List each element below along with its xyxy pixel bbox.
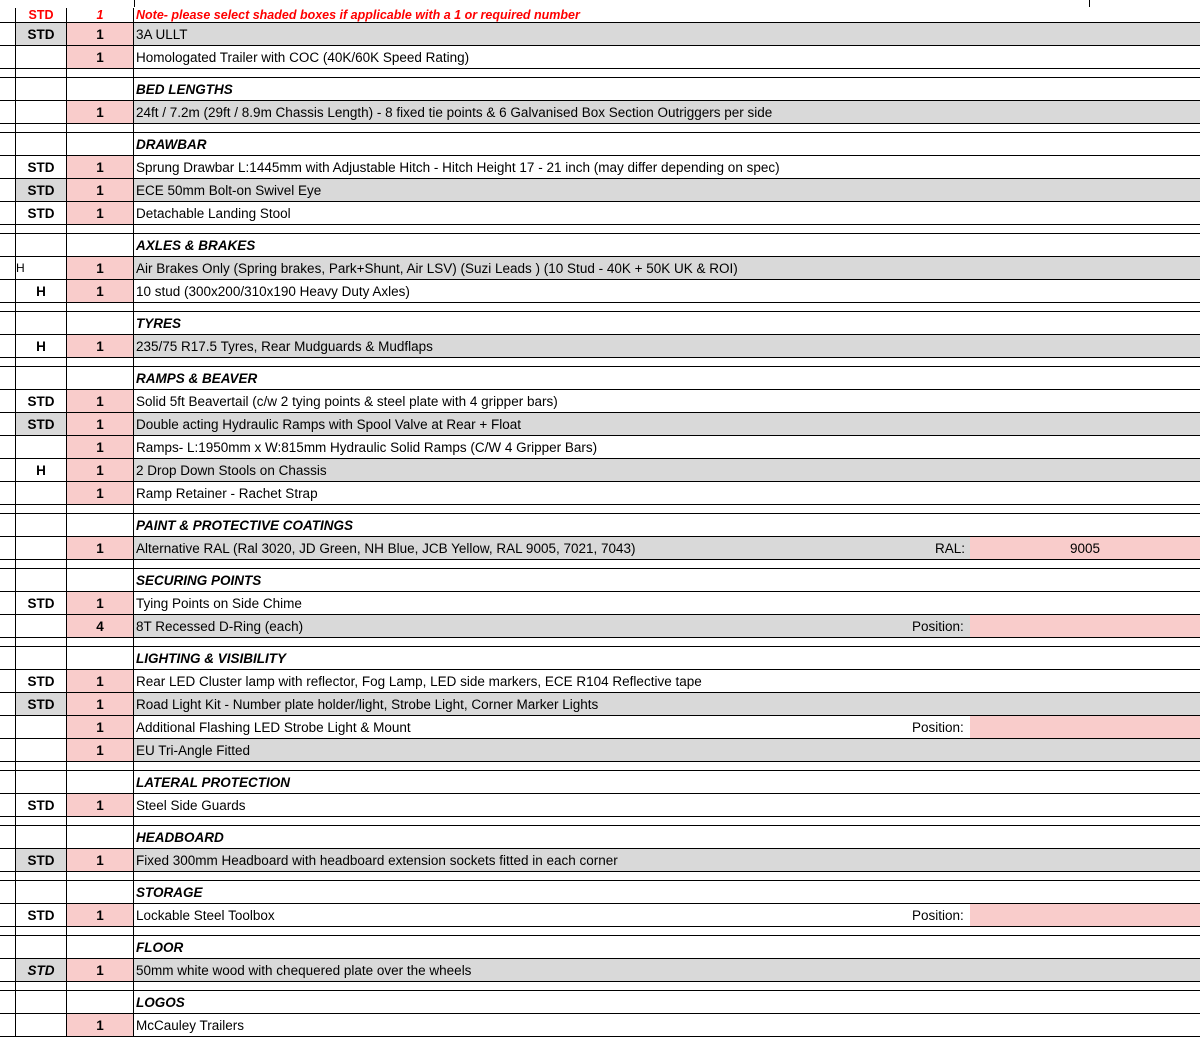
description-cell: Lockable Steel Toolbox — [136, 907, 275, 923]
option-row — [0, 693, 1200, 716]
spec-code-cell — [15, 537, 67, 559]
description-cell — [134, 982, 1200, 990]
option-row — [0, 716, 1200, 739]
spacer-row — [0, 124, 1200, 133]
spec-code-cell — [15, 615, 67, 637]
option-row — [0, 156, 1200, 179]
section-title: RAMPS & BEAVER — [136, 370, 258, 386]
description-cell: 8T Recessed D-Ring (each) — [134, 615, 1200, 637]
spec-code-cell — [15, 569, 67, 591]
quantity-cell[interactable]: 1 — [67, 1014, 134, 1036]
spec-code-cell: STD — [15, 693, 67, 715]
quantity-cell — [67, 881, 134, 903]
spec-code-cell — [15, 436, 67, 458]
section-title: TYRES — [136, 315, 182, 331]
spec-code-cell — [15, 982, 67, 990]
section-title: STORAGE — [136, 884, 203, 900]
spec-code-cell — [15, 225, 67, 233]
description-cell: ECE 50mm Bolt-on Swivel Eye — [134, 179, 1200, 201]
quantity-cell[interactable]: 1 — [67, 257, 134, 279]
spec-code-cell — [15, 991, 67, 1013]
section-title: LATERAL PROTECTION — [136, 774, 290, 790]
description-cell: Additional Flashing LED Strobe Light & Mount — [136, 719, 411, 735]
quantity-cell — [67, 638, 134, 646]
quantity-cell[interactable]: 1 — [67, 670, 134, 692]
option-row — [0, 390, 1200, 413]
spec-code-cell: STD — [15, 794, 67, 816]
quantity-cell — [67, 826, 134, 848]
quantity-cell[interactable]: 1 — [67, 46, 134, 68]
option-row — [0, 670, 1200, 693]
quantity-cell — [67, 991, 134, 1013]
spacer-row — [0, 982, 1200, 991]
quantity-cell — [67, 817, 134, 825]
spec-code-cell — [15, 936, 67, 958]
quantity-cell[interactable]: 4 — [67, 615, 134, 637]
spec-code-cell — [15, 124, 67, 132]
description-cell: McCauley Trailers — [136, 1017, 245, 1033]
top-grid-line — [134, 0, 1090, 7]
spec-code-cell: STD — [15, 413, 67, 435]
quantity-cell — [67, 303, 134, 311]
section-header-row — [0, 936, 1200, 959]
quantity-cell[interactable]: 1 — [67, 335, 134, 357]
quantity-cell[interactable]: 1 — [67, 849, 134, 871]
option-row — [0, 482, 1200, 505]
quantity-cell — [67, 927, 134, 935]
description-cell: 2 Drop Down Stools on Chassis — [134, 459, 1200, 481]
description-cell: Air Brakes Only (Spring brakes, Park+Shunt, Air LSV) (Suzi Leads ) (10 Stud - 40K + 50K UK & ROI) — [134, 257, 1200, 279]
spec-code-cell — [15, 505, 67, 513]
description-cell: Note- please select shaded boxes if applicable with a 1 or required number — [136, 8, 580, 22]
spec-code-cell — [15, 101, 67, 123]
quantity-cell[interactable]: 1 — [67, 179, 134, 201]
quantity-cell — [67, 514, 134, 536]
quantity-cell[interactable]: 1 — [67, 413, 134, 435]
quantity-cell — [67, 872, 134, 880]
spec-code-cell: H — [15, 459, 67, 481]
section-header-row — [0, 881, 1200, 904]
spec-code-cell: STD — [15, 23, 67, 45]
quantity-cell — [67, 124, 134, 132]
quantity-cell[interactable]: 1 — [67, 739, 134, 761]
option-field-value: 9005 — [1070, 540, 1101, 556]
spec-code-cell: STD — [15, 390, 67, 412]
spec-code-cell — [15, 367, 67, 389]
spacer-row — [0, 303, 1200, 312]
description-cell — [134, 817, 1200, 825]
spec-code-cell — [15, 78, 67, 100]
description-cell — [134, 560, 1200, 568]
spacer-row — [0, 560, 1200, 569]
section-header-row — [0, 312, 1200, 335]
quantity-cell — [67, 133, 134, 155]
option-field-input[interactable] — [970, 537, 1200, 559]
spacer-row — [0, 817, 1200, 826]
spacer-row — [0, 505, 1200, 514]
spec-code-cell — [15, 762, 67, 770]
option-row — [0, 23, 1200, 46]
spacer-row — [0, 762, 1200, 771]
spec-code-cell: STD — [15, 849, 67, 871]
option-row — [0, 101, 1200, 124]
option-row — [0, 280, 1200, 303]
option-field-input[interactable] — [970, 904, 1200, 926]
spec-code-cell — [15, 312, 67, 334]
option-row — [0, 592, 1200, 615]
quantity-cell[interactable]: 1 — [67, 592, 134, 614]
spec-code-cell: STD — [15, 202, 67, 224]
quantity-cell[interactable]: 1 — [67, 202, 134, 224]
option-field-label: Position: — [912, 719, 964, 735]
option-row — [0, 179, 1200, 202]
spacer-row — [0, 872, 1200, 881]
spec-code-cell — [15, 1014, 67, 1036]
section-header-row — [0, 569, 1200, 592]
quantity-cell — [67, 569, 134, 591]
description-cell: Sprung Drawbar L:1445mm with Adjustable Hitch - Hitch Height 17 - 21 inch (may differ depending on spec) — [136, 159, 780, 175]
option-row — [0, 615, 1200, 638]
description-cell: 10 stud (300x200/310x190 Heavy Duty Axles) — [136, 283, 410, 299]
spec-code-cell — [15, 133, 67, 155]
section-header-row — [0, 78, 1200, 101]
spec-code-cell — [15, 46, 67, 68]
section-header-row — [0, 991, 1200, 1014]
option-row — [0, 794, 1200, 817]
quantity-cell — [67, 312, 134, 334]
description-cell — [134, 927, 1200, 935]
spacer-row — [0, 638, 1200, 647]
quantity-cell — [67, 234, 134, 256]
spec-code-cell — [15, 234, 67, 256]
option-row — [0, 849, 1200, 872]
section-title: FLOOR — [136, 939, 184, 955]
spec-code-cell: STD — [15, 670, 67, 692]
spec-code-cell — [15, 560, 67, 568]
option-row — [0, 413, 1200, 436]
section-title: HEADBOARD — [136, 829, 224, 845]
section-title: BED LENGTHS — [136, 81, 233, 97]
spec-code-cell: STD — [15, 959, 67, 981]
description-cell — [134, 225, 1200, 233]
spec-code-cell — [15, 826, 67, 848]
spec-code-cell: H — [15, 257, 67, 279]
spec-code-cell — [15, 739, 67, 761]
spec-code-cell: STD — [15, 904, 67, 926]
quantity-cell[interactable]: 1 — [67, 23, 134, 45]
section-title: SECURING POINTS — [136, 572, 262, 588]
quantity-cell[interactable]: 1 — [67, 716, 134, 738]
quantity-cell: 1 — [67, 8, 134, 22]
section-title: AXLES & BRAKES — [136, 237, 256, 253]
section-header-row — [0, 234, 1200, 257]
option-row — [0, 537, 1200, 560]
quantity-cell[interactable]: 1 — [67, 482, 134, 504]
option-row — [0, 1014, 1200, 1037]
description-cell — [134, 358, 1200, 366]
quantity-cell — [67, 358, 134, 366]
description-cell: Double acting Hydraulic Ramps with Spool Valve at Rear + Float — [134, 413, 1200, 435]
spec-code-cell — [15, 514, 67, 536]
quantity-cell — [67, 771, 134, 793]
spec-code-cell: H — [15, 280, 67, 302]
spec-code-cell — [15, 771, 67, 793]
description-cell: Homologated Trailer with COC (40K/60K Speed Rating) — [136, 49, 470, 65]
section-header-row — [0, 771, 1200, 794]
spec-code-cell — [15, 817, 67, 825]
option-row — [0, 436, 1200, 459]
quantity-cell[interactable]: 1 — [67, 459, 134, 481]
quantity-cell — [67, 505, 134, 513]
quantity-cell[interactable]: 1 — [67, 959, 134, 981]
spec-code-cell: STD — [15, 179, 67, 201]
description-cell — [134, 872, 1200, 880]
section-header-row — [0, 647, 1200, 670]
spec-code-cell — [15, 881, 67, 903]
section-title: PAINT & PROTECTIVE COATINGS — [136, 517, 354, 533]
spacer-row — [0, 69, 1200, 78]
option-row — [0, 739, 1200, 762]
description-cell: Ramp Retainer - Rachet Strap — [136, 485, 318, 501]
quantity-cell[interactable]: 1 — [67, 101, 134, 123]
description-cell: Rear LED Cluster lamp with reflector, Fog Lamp, LED side markers, ECE R104 Reflective tape — [136, 673, 702, 689]
description-cell: Fixed 300mm Headboard with headboard extension sockets fitted in each corner — [134, 849, 1200, 871]
description-cell: Alternative RAL (Ral 3020, JD Green, NH Blue, JCB Yellow, RAL 9005, 7021, 7043) — [134, 537, 1200, 559]
description-cell — [134, 762, 1200, 770]
spec-code-cell — [15, 647, 67, 669]
description-cell: 50mm white wood with chequered plate over the wheels — [134, 959, 1200, 981]
spec-code-cell — [15, 358, 67, 366]
option-row — [0, 459, 1200, 482]
quantity-cell[interactable]: 1 — [67, 390, 134, 412]
quantity-cell — [67, 560, 134, 568]
option-row — [0, 257, 1200, 280]
option-field-input[interactable] — [970, 716, 1200, 738]
quantity-cell[interactable]: 1 — [67, 280, 134, 302]
section-header-row — [0, 826, 1200, 849]
quantity-cell — [67, 69, 134, 77]
spec-code-cell — [15, 482, 67, 504]
description-cell: Steel Side Guards — [136, 797, 246, 813]
spec-code-cell — [15, 872, 67, 880]
spec-code-cell: STD — [15, 592, 67, 614]
quantity-cell[interactable]: 1 — [67, 156, 134, 178]
quantity-cell — [67, 647, 134, 669]
option-field-input[interactable] — [970, 615, 1200, 637]
spec-code-cell — [15, 716, 67, 738]
quantity-cell[interactable]: 1 — [67, 693, 134, 715]
description-cell — [134, 303, 1200, 311]
description-cell: Ramps- L:1950mm x W:815mm Hydraulic Solid Ramps (C/W 4 Gripper Bars) — [136, 439, 598, 455]
description-cell: Road Light Kit - Number plate holder/light, Strobe Light, Corner Marker Lights — [134, 693, 1200, 715]
section-title: LIGHTING & VISIBILITY — [136, 650, 287, 666]
description-cell — [134, 638, 1200, 646]
quantity-cell — [67, 367, 134, 389]
description-cell — [134, 69, 1200, 77]
option-field-label: RAL: — [935, 540, 966, 556]
section-header-row — [0, 367, 1200, 390]
section-header-row — [0, 514, 1200, 537]
quantity-cell — [67, 936, 134, 958]
description-cell: Solid 5ft Beavertail (c/w 2 tying points & steel plate with 4 gripper bars) — [136, 393, 558, 409]
description-cell: Detachable Landing Stool — [136, 205, 291, 221]
spec-code-cell — [15, 638, 67, 646]
option-row — [0, 202, 1200, 225]
quantity-cell — [67, 982, 134, 990]
spacer-row — [0, 225, 1200, 234]
description-cell — [134, 124, 1200, 132]
quantity-cell[interactable]: 1 — [67, 794, 134, 816]
description-cell — [134, 505, 1200, 513]
spec-code-cell — [15, 303, 67, 311]
option-row — [0, 46, 1200, 69]
spec-code-cell: STD — [15, 8, 67, 22]
section-header-row — [0, 133, 1200, 156]
option-field-label: Position: — [912, 907, 964, 923]
quantity-cell — [67, 762, 134, 770]
spec-code-cell — [15, 69, 67, 77]
option-row — [0, 959, 1200, 982]
note-row — [0, 8, 1200, 23]
description-cell: Tying Points on Side Chime — [136, 595, 302, 611]
description-cell: 24ft / 7.2m (29ft / 8.9m Chassis Length) - 8 fixed tie points & 6 Galvanised Box Section Outriggers per side — [134, 101, 1200, 123]
quantity-cell — [67, 225, 134, 233]
quantity-cell[interactable]: 1 — [67, 904, 134, 926]
section-title: LOGOS — [136, 994, 185, 1010]
option-row — [0, 335, 1200, 358]
description-cell: 3A ULLT — [134, 23, 1200, 45]
description-cell: EU Tri-Angle Fitted — [134, 739, 1200, 761]
spec-code-cell: STD — [15, 156, 67, 178]
spec-code-cell — [15, 927, 67, 935]
section-title: DRAWBAR — [136, 136, 207, 152]
quantity-cell — [67, 78, 134, 100]
spacer-row — [0, 358, 1200, 367]
option-row — [0, 904, 1200, 927]
quantity-cell[interactable]: 1 — [67, 436, 134, 458]
quantity-cell[interactable]: 1 — [67, 537, 134, 559]
option-field-label: Position: — [912, 618, 964, 634]
description-cell: 235/75 R17.5 Tyres, Rear Mudguards & Mudflaps — [134, 335, 1200, 357]
spec-code-cell: H — [15, 335, 67, 357]
spacer-row — [0, 927, 1200, 936]
